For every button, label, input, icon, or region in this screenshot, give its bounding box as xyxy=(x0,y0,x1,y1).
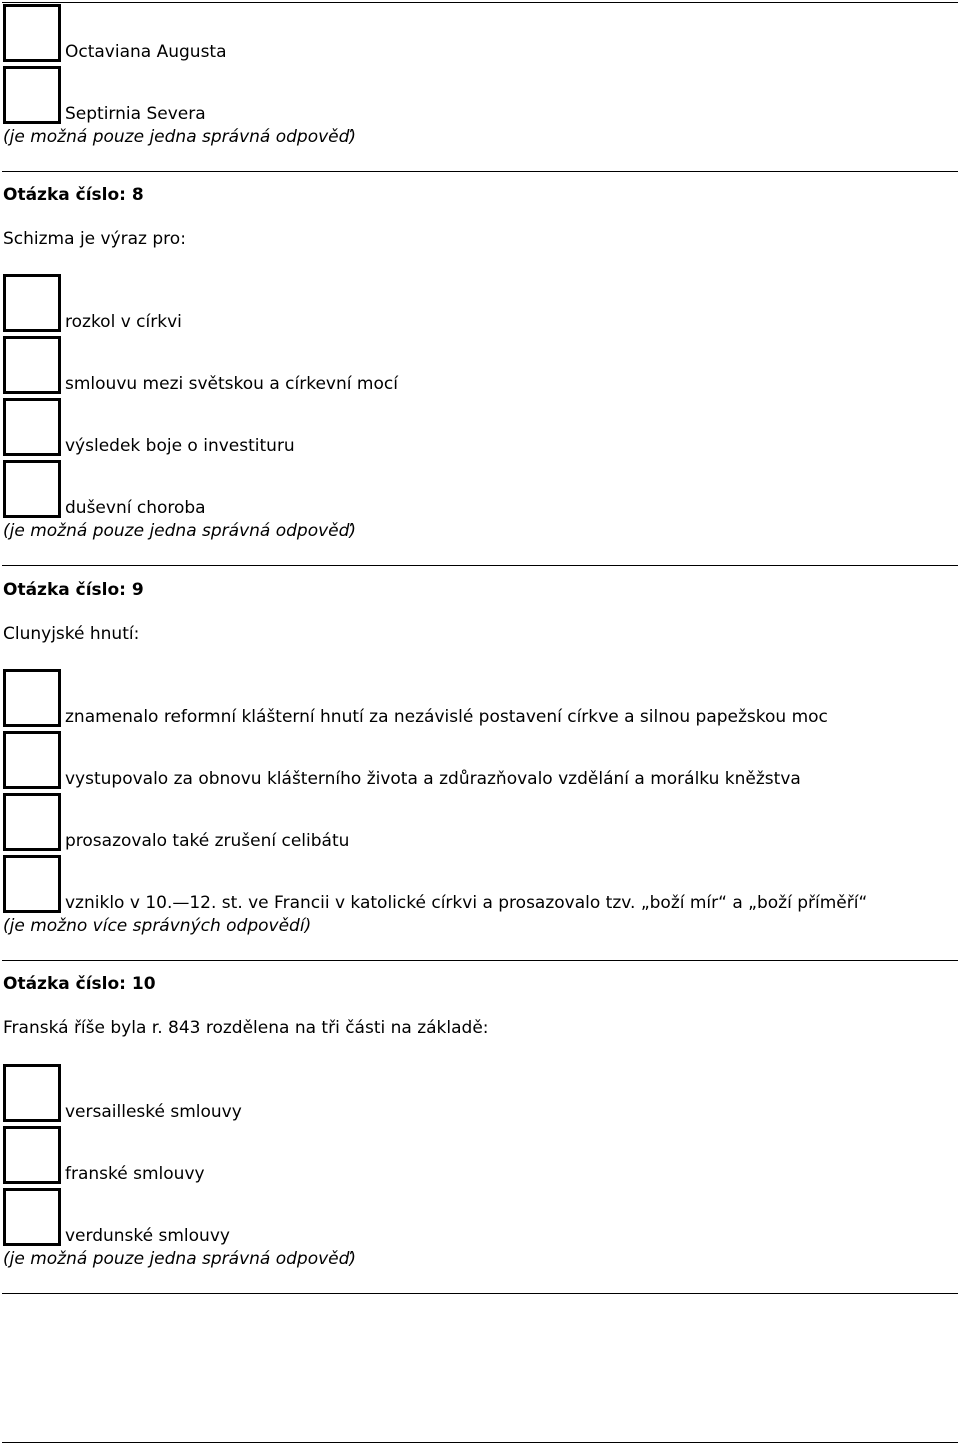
divider xyxy=(2,2,958,3)
answer-checkbox[interactable] xyxy=(3,398,61,456)
question-text: Franská říše byla r. 843 rozdělena na tři části na základě: xyxy=(3,1018,489,1038)
answer-checkbox[interactable] xyxy=(3,1064,61,1122)
answer-option[interactable] xyxy=(3,460,953,518)
answer-option[interactable] xyxy=(3,66,953,124)
answer-option[interactable] xyxy=(3,1188,953,1246)
answer-option[interactable] xyxy=(3,855,953,913)
answer-label: Octaviana Augusta xyxy=(65,42,227,62)
question-text: Clunyjské hnutí: xyxy=(3,624,140,644)
answer-checkbox[interactable] xyxy=(3,336,61,394)
answer-checkbox[interactable] xyxy=(3,1188,61,1246)
answer-label: znamenalo reformní klášterní hnutí za nezávislé postavení církve a silnou papežskou moc xyxy=(65,707,828,727)
question-title: Otázka číslo: 10 xyxy=(3,974,156,994)
answer-option[interactable] xyxy=(3,1064,953,1122)
divider xyxy=(2,1442,958,1443)
question-title: Otázka číslo: 9 xyxy=(3,580,144,600)
answer-checkbox[interactable] xyxy=(3,1126,61,1184)
answer-label: versailleské smlouvy xyxy=(65,1102,242,1122)
answer-option[interactable] xyxy=(3,731,953,789)
answer-option[interactable] xyxy=(3,669,953,727)
divider xyxy=(2,1293,958,1294)
answer-label: prosazovalo také zrušení celibátu xyxy=(65,831,350,851)
answer-checkbox[interactable] xyxy=(3,66,61,124)
answer-label: Septirnia Severa xyxy=(65,104,206,124)
answer-hint: (je možná pouze jedna správná odpověď) xyxy=(3,127,357,147)
answer-option[interactable] xyxy=(3,4,953,62)
answer-label: rozkol v církvi xyxy=(65,312,182,332)
answer-option[interactable] xyxy=(3,336,953,394)
question-text: Schizma je výraz pro: xyxy=(3,229,186,249)
divider xyxy=(2,171,958,172)
answer-label: výsledek boje o investituru xyxy=(65,436,295,456)
answer-option[interactable] xyxy=(3,793,953,851)
answer-checkbox[interactable] xyxy=(3,460,61,518)
answer-checkbox[interactable] xyxy=(3,793,61,851)
question-title: Otázka číslo: 8 xyxy=(3,185,144,205)
answer-label: smlouvu mezi světskou a církevní mocí xyxy=(65,374,398,394)
answer-hint: (je možná pouze jedna správná odpověď) xyxy=(3,1249,357,1269)
answer-checkbox[interactable] xyxy=(3,731,61,789)
divider xyxy=(2,565,958,566)
answer-label: duševní choroba xyxy=(65,498,206,518)
answer-hint: (je možno více správných odpovědí) xyxy=(3,916,312,936)
answer-checkbox[interactable] xyxy=(3,669,61,727)
answer-option[interactable] xyxy=(3,398,953,456)
answer-label: vzniklo v 10.—12. st. ve Francii v katolické církvi a prosazovalo tzv. „boží mír“ a „boží příměří“ xyxy=(65,893,868,913)
answer-checkbox[interactable] xyxy=(3,4,61,62)
answer-checkbox[interactable] xyxy=(3,274,61,332)
answer-label: verdunské smlouvy xyxy=(65,1226,230,1246)
answer-option[interactable] xyxy=(3,1126,953,1184)
answer-checkbox[interactable] xyxy=(3,855,61,913)
answer-label: vystupovalo za obnovu klášterního života a zdůrazňovalo vzdělání a morálku kněžstva xyxy=(65,769,801,789)
answer-label: franské smlouvy xyxy=(65,1164,205,1184)
divider xyxy=(2,960,958,961)
answer-hint: (je možná pouze jedna správná odpověď) xyxy=(3,521,357,541)
answer-option[interactable] xyxy=(3,274,953,332)
